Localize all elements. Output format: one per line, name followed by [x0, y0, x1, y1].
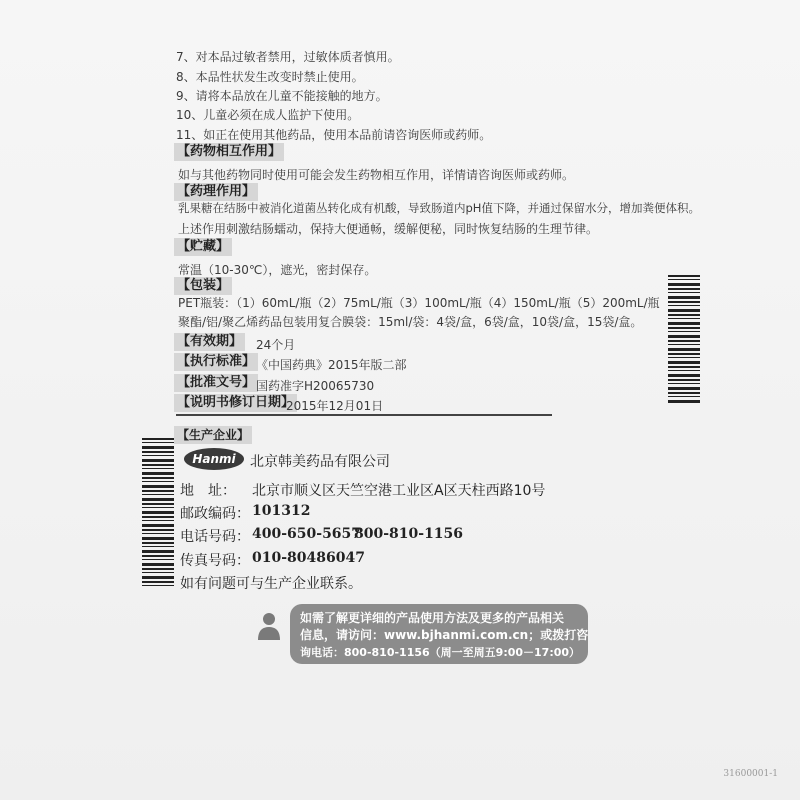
pharmacology-header: 【药理作用】 — [174, 183, 258, 201]
precaution-8: 8、本品性状发生改变时禁止使用。 — [176, 70, 364, 84]
address-label: 地 址： — [180, 483, 236, 499]
postcode-label: 邮政编码： — [180, 506, 250, 522]
validity-text: 24个月 — [256, 338, 296, 352]
revision-text: 2015年12月01日 — [286, 399, 384, 413]
address-value: 北京市顺义区天竺空港工业区A区天柱西路10号 — [252, 483, 546, 499]
pharmacology-text-2: 上述作用刺激结肠蠕动，保持大便通畅，缓解便秘，同时恢复结肠的生理节律。 — [178, 222, 599, 236]
manufacturer-name: 北京韩美药品有限公司 — [250, 454, 390, 470]
approval-header: 【批准文号】 — [174, 374, 258, 392]
storage-header: 【贮藏】 — [174, 238, 232, 256]
person-icon — [256, 612, 282, 642]
precaution-10: 10、儿童必须在成人监护下使用。 — [176, 108, 360, 122]
standard-text: 《中国药典》2015年版二部 — [256, 358, 407, 372]
validity-header: 【有效期】 — [174, 333, 245, 351]
interaction-header: 【药物相互作用】 — [174, 143, 284, 161]
manufacturer-header: 【生产企业】 — [174, 426, 252, 444]
packaging-text-2: 聚酯/铝/聚乙烯药品包装用复合膜袋：15ml/袋：4袋/盒，6袋/盒，10袋/盒，15袋/盒。 — [178, 315, 643, 329]
precaution-7: 7、对本品过敏者禁用，过敏体质者慎用。 — [176, 50, 400, 64]
phone-value-2: 800-810-1156 — [354, 526, 464, 542]
contact-note: 如有问题可与生产企业联系。 — [180, 576, 362, 592]
approval-text: 国药准字H20065730 — [256, 379, 375, 393]
info-line-3: 询电话：800-810-1156（周一至周五9:00－17:00） — [300, 646, 581, 659]
pharmacology-text-1: 乳果糖在结肠中被消化道菌丛转化成有机酸，导致肠道内pH值下降，并通过保留水分，增加粪便体积。 — [178, 201, 700, 215]
precaution-9: 9、请将本品放在儿童不能接触的地方。 — [176, 89, 388, 103]
packaging-header: 【包装】 — [174, 277, 232, 295]
hanmi-logo: Hanmi — [184, 448, 244, 470]
interaction-text: 如与其他药物同时使用可能会发生药物相互作用，详情请咨询医师或药师。 — [178, 168, 575, 182]
info-box — [290, 604, 588, 664]
phone-label: 电话号码： — [180, 529, 250, 545]
barcode-right — [668, 275, 700, 405]
barcode-left — [142, 438, 174, 588]
standard-header: 【执行标准】 — [174, 353, 258, 371]
packaging-text-1: PET瓶装：（1）60mL/瓶（2）75mL/瓶（3）100mL/瓶（4）150mL/瓶（5）200mL/瓶 — [178, 296, 660, 310]
info-line-2: 信息，请访问：www.bjhanmi.com.cn；或拨打咨 — [300, 628, 589, 642]
postcode-value: 101312 — [252, 503, 311, 519]
precaution-11: 11、如正在使用其他药品，使用本品前请咨询医师或药师。 — [176, 128, 492, 142]
footer-code: 31600001-1 — [723, 769, 778, 779]
fax-value: 010-80486047 — [252, 550, 365, 566]
revision-header: 【说明书修订日期】 — [174, 394, 297, 412]
storage-text: 常温（10-30℃），遮光，密封保存。 — [178, 263, 377, 277]
info-line-1: 如需了解更详细的产品使用方法及更多的产品相关 — [300, 611, 565, 625]
phone-value-1: 400-650-5657 — [252, 526, 362, 542]
section-divider — [176, 414, 552, 416]
fax-label: 传真号码： — [180, 553, 250, 569]
